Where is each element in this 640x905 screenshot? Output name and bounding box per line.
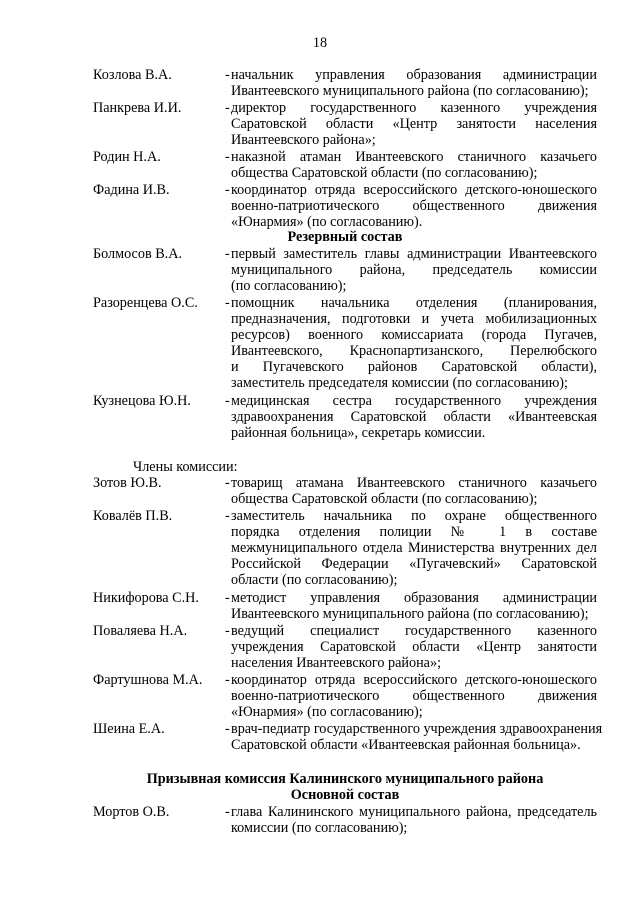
member-entry	[93, 246, 597, 294]
entry-dash: -	[225, 149, 230, 165]
entry-dash: -	[225, 508, 230, 524]
member-entry	[93, 393, 597, 441]
role-line: заместитель председателя комиссии (по согласованию);	[231, 375, 568, 391]
member-entry	[93, 672, 597, 720]
member-name: Кузнецова Ю.Н.	[93, 393, 191, 409]
member-role	[231, 475, 597, 507]
member-name: Родин Н.А.	[93, 149, 161, 165]
role-line: «Юнармия» (по согласованию).	[231, 214, 423, 230]
role-line: ресурсов) военного комиссариата (города Пугачев,	[231, 327, 597, 343]
role-line: здравоохранения Саратовской области «Ивантеевская	[231, 409, 597, 425]
member-name: Козлова В.А.	[93, 67, 172, 83]
role-line: населения Ивантеевского района»;	[231, 655, 442, 671]
role-line: военно-патриотического общественного движения	[231, 198, 597, 214]
role-line: Ивантеевского муниципального района (по согласованию);	[231, 83, 589, 99]
role-line: врач-педиатр государственного учреждения здравоохранения	[231, 721, 603, 737]
member-entry	[93, 100, 597, 148]
member-role	[231, 508, 597, 588]
member-name: Поваляева Н.А.	[93, 623, 188, 639]
member-role	[231, 623, 597, 671]
members-label: Члены комиссии:	[133, 459, 238, 475]
member-name: Болмосов В.А.	[93, 246, 182, 262]
entry-dash: -	[225, 623, 230, 639]
role-line: начальник управления образования администрации	[231, 67, 597, 83]
role-line: ведущий специалист государственного казенного	[231, 623, 597, 639]
member-role	[231, 393, 597, 441]
role-line: военно-патриотического общественного движения	[231, 688, 597, 704]
member-name: Фартушнова М.А.	[93, 672, 203, 688]
role-line: порядка отделения полиции № 1 в составе	[231, 524, 597, 540]
role-line: области (по согласованию);	[231, 572, 398, 588]
member-role	[231, 100, 597, 148]
member-role	[231, 246, 597, 294]
entry-dash: -	[225, 295, 230, 311]
role-line: и Пугачевского районов Саратовской области),	[231, 359, 597, 375]
member-entry	[93, 590, 597, 622]
role-line: муниципального района, председатель комиссии	[231, 262, 597, 278]
role-line: «Юнармия» (по согласованию);	[231, 704, 423, 720]
role-line: заместитель начальника по охране общественного	[231, 508, 597, 524]
role-line: межмуниципального отдела Министерства внутренних дел	[231, 540, 597, 556]
member-name: Мортов О.В.	[93, 804, 170, 820]
role-line: Ивантеевского муниципального района (по согласованию);	[231, 606, 589, 622]
member-role	[231, 672, 597, 720]
member-role	[231, 182, 597, 230]
entry-dash: -	[225, 590, 230, 606]
member-entry	[93, 475, 597, 507]
member-role	[231, 149, 597, 181]
role-line: общества Саратовской области (по согласованию);	[231, 165, 538, 181]
member-role	[231, 295, 597, 391]
entry-dash: -	[225, 393, 230, 409]
entry-dash: -	[225, 672, 230, 688]
role-line: Российской Федерации «Пугачевский» Саратовской	[231, 556, 597, 572]
role-line: комиссии (по согласованию);	[231, 820, 408, 836]
role-line: глава Калининского муниципального района, председатель	[231, 804, 597, 820]
member-role	[231, 804, 597, 836]
role-line: координатор отряда всероссийского детского-юношеского	[231, 672, 597, 688]
member-entry	[93, 295, 597, 391]
entry-dash: -	[225, 804, 230, 820]
page-number: 18	[312, 35, 328, 51]
role-line: предназначения, подготовки и учета мобилизационных	[231, 311, 597, 327]
member-name: Фадина И.В.	[93, 182, 170, 198]
entry-dash: -	[225, 100, 230, 116]
member-role	[231, 67, 597, 99]
role-line: общества Саратовской области (по согласованию);	[231, 491, 538, 507]
role-line: наказной атаман Ивантеевского станичного казачьего	[231, 149, 597, 165]
member-name: Панкрева И.И.	[93, 100, 182, 116]
entry-dash: -	[225, 475, 230, 491]
member-entry	[93, 721, 603, 753]
member-entry	[93, 804, 597, 836]
entry-dash: -	[225, 721, 230, 737]
role-line: учреждения Саратовской области «Центр занятости	[231, 639, 597, 655]
role-line: координатор отряда всероссийского детского-юношеского	[231, 182, 597, 198]
role-line: товарищ атамана Ивантеевского станичного казачьего	[231, 475, 597, 491]
member-name: Шеина Е.А.	[93, 721, 165, 737]
reserve-heading: Резервный состав	[287, 229, 403, 245]
member-role	[231, 590, 597, 622]
entry-dash: -	[225, 246, 230, 262]
member-name: Никифорова С.Н.	[93, 590, 199, 606]
role-line: Ивантеевского, Краснопартизанского, Перелюбского	[231, 343, 597, 359]
role-line: Ивантеевского района»;	[231, 132, 376, 148]
role-line: (по согласованию);	[231, 278, 347, 294]
role-line: районная больница», секретарь комиссии.	[231, 425, 486, 441]
role-line: Саратовской области «Ивантеевская районная больница».	[231, 737, 581, 753]
main-composition-heading: Основной состав	[290, 787, 400, 803]
role-line: Саратовской области «Центр занятости населения	[231, 116, 597, 132]
member-entry	[93, 182, 597, 230]
role-line: помощник начальника отделения (планирования,	[231, 295, 597, 311]
entry-dash: -	[225, 182, 230, 198]
member-name: Разоренцева О.С.	[93, 295, 198, 311]
commission-heading: Призывная комиссия Калининского муниципального района	[146, 771, 544, 787]
role-line: первый заместитель главы администрации Ивантеевского	[231, 246, 597, 262]
member-entry	[93, 508, 597, 588]
role-line: директор государственного казенного учреждения	[231, 100, 597, 116]
member-entry	[93, 149, 597, 181]
entry-dash: -	[225, 67, 230, 83]
member-role	[231, 721, 603, 753]
member-entry	[93, 67, 597, 99]
member-name: Ковалёв П.В.	[93, 508, 173, 524]
role-line: методист управления образования администрации	[231, 590, 597, 606]
member-entry	[93, 623, 597, 671]
member-name: Зотов Ю.В.	[93, 475, 162, 491]
role-line: медицинская сестра государственного учреждения	[231, 393, 597, 409]
